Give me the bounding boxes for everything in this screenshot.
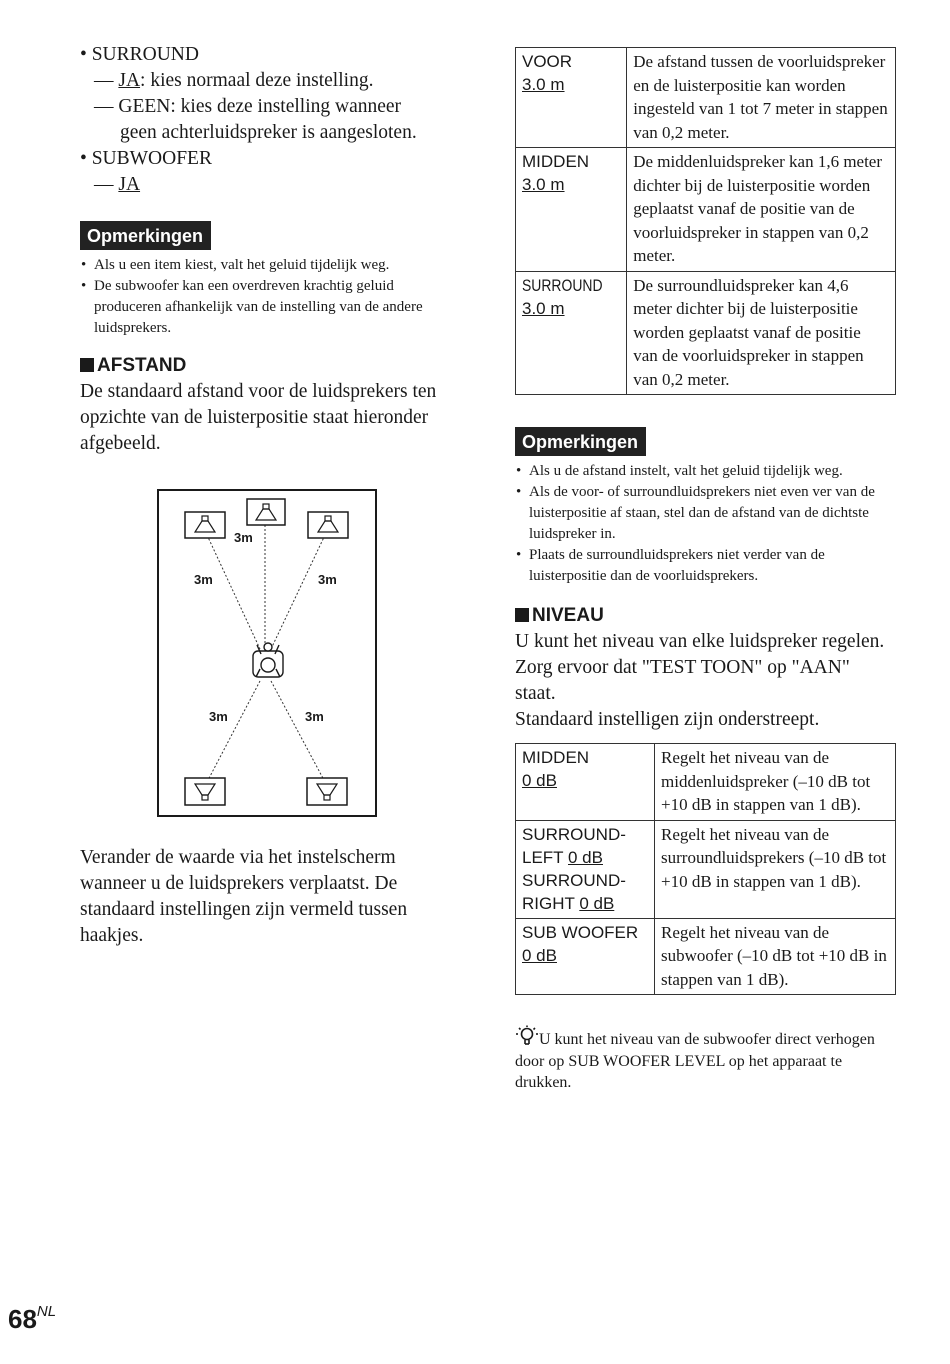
niveau-heading: NIVEAU bbox=[515, 603, 896, 629]
setting-description: De middenluidspreker kan 1,6 meter dichter bij de luisterpositie worden geplaatst vanaf de positie van de voorluidspreker in stappen van 0,2 meter. bbox=[627, 148, 896, 272]
default-value: 3.0 m bbox=[522, 175, 565, 194]
notes-section-1 bbox=[80, 221, 460, 339]
surround-option-geen-cont: geen achterluidspreker is aangesloten. bbox=[120, 122, 417, 143]
rear-right-distance-label: 3m bbox=[305, 709, 324, 724]
note-item: • Plaats de surroundluidsprekers niet verder van de luisterpositie dan de voorluidsprekers. bbox=[515, 545, 896, 587]
front-right-distance-label: 3m bbox=[318, 572, 337, 587]
default-value: 3.0 m bbox=[522, 298, 565, 318]
subwoofer-bullet: • SUBWOOFER bbox=[80, 148, 212, 169]
default-value: 0 dB bbox=[568, 847, 603, 867]
afstand-after-text: Verander de waarde via het instelscherm wanneer u de luidsprekers verplaatst. De standaard instellingen zijn vermeld tussen haakjes. bbox=[80, 847, 408, 946]
setting-name: VOOR bbox=[522, 52, 573, 71]
front-left-distance-line bbox=[207, 535, 260, 649]
page-language-suffix: NL bbox=[36, 1303, 57, 1320]
table-row bbox=[516, 820, 896, 918]
default-value: 0 dB bbox=[522, 771, 557, 790]
rear-left-distance-label: 3m bbox=[209, 709, 228, 724]
setting-name: SURROUND- bbox=[522, 870, 626, 890]
notes-section-2 bbox=[515, 427, 896, 587]
setting-description: De afstand tussen de voorluidspreker en de luisterpositie kan worden ingesteld van 1 tot 7 meter in stappen van 0,2 meter. bbox=[627, 48, 896, 148]
note-item: • Als de voor- of surroundluidsprekers niet even ver van de luisterpositie af staan, stel dan de afstand van de dichtste luidspreker in. bbox=[515, 482, 896, 545]
square-bullet-icon bbox=[80, 358, 94, 372]
setting-description: Regelt het niveau van de middenluidspreker (–10 dB tot +10 dB in stappen van 1 dB). bbox=[655, 744, 896, 821]
setting-name: SURROUND- bbox=[522, 824, 626, 844]
rear-right-distance-line bbox=[271, 681, 325, 782]
note-item: • Als u een item kiest, valt het geluid tijdelijk weg. bbox=[80, 255, 460, 276]
table-row bbox=[516, 744, 896, 821]
surround-bullet: • SURROUND bbox=[80, 44, 199, 65]
afstand-intro: De standaard afstand voor de luidsprekers ten opzichte van de luisterpositie staat hieronder afgebeeld. bbox=[80, 381, 437, 454]
default-value: 3.0 m bbox=[522, 75, 565, 94]
setting-name: MIDDEN bbox=[522, 152, 590, 171]
setting-name: RIGHT bbox=[522, 893, 575, 913]
center-distance-label: 3m bbox=[234, 530, 253, 545]
setting-name: MIDDEN bbox=[522, 748, 590, 767]
listener-position-icon bbox=[253, 643, 283, 677]
surround-option-geen: — GEEN: kies deze instelling wanneer bbox=[94, 96, 402, 117]
notes-title: Opmerkingen bbox=[515, 427, 646, 456]
note-item: • Als u de afstand instelt, valt het geluid tijdelijk weg. bbox=[515, 461, 896, 482]
table-row bbox=[516, 148, 896, 272]
distance-table bbox=[515, 47, 896, 395]
surround-option-ja: — JA: kies normaal deze instelling. bbox=[94, 70, 374, 91]
default-value: 0 dB bbox=[522, 945, 557, 965]
front-left-speaker-icon bbox=[185, 512, 225, 538]
page-number: $68^{NL}$ bbox=[8, 1303, 57, 1334]
center-speaker-icon bbox=[247, 499, 285, 525]
default-value: JA bbox=[118, 174, 141, 195]
front-left-distance-label: 3m bbox=[194, 572, 213, 587]
square-bullet-icon bbox=[515, 608, 529, 622]
setting-description: Regelt het niveau van de surroundluidsprekers (–10 dB tot +10 dB in stappen van 1 dB). bbox=[655, 820, 896, 918]
notes-title: Opmerkingen bbox=[80, 221, 211, 250]
front-right-speaker-icon bbox=[308, 512, 348, 538]
front-right-distance-line bbox=[271, 535, 325, 649]
note-item: • De subwoofer kan een overdreven krachtig geluid produceren afhankelijk van de instelling van de andere luidsprekers. bbox=[80, 276, 460, 339]
speaker-layout-diagram bbox=[157, 489, 377, 817]
setting-name: SURROUND bbox=[522, 275, 603, 295]
surround-setting bbox=[80, 42, 460, 198]
tip-box bbox=[515, 1025, 896, 1094]
right-column bbox=[515, 47, 896, 1094]
setting-description: Regelt het niveau van de subwoofer (–10 dB tot +10 dB in stappen van 1 dB). bbox=[655, 918, 896, 995]
lightbulb-tip-icon bbox=[515, 1025, 539, 1047]
setting-description: De surroundluidspreker kan 4,6 meter dichter bij de luisterpositie worden geplaatst vanaf de positie van de voorluidspreker in stappen van 0,2 meter. bbox=[627, 271, 896, 395]
level-table bbox=[515, 743, 896, 995]
rear-right-speaker-icon bbox=[307, 778, 347, 805]
afstand-heading: AFSTAND bbox=[80, 353, 460, 379]
niveau-intro: U kunt het niveau van elke luidspreker regelen. Zorg ervoor dat "TEST TOON" op "AAN" staat. bbox=[515, 631, 885, 704]
setting-name: LEFT bbox=[522, 847, 564, 867]
table-row bbox=[516, 271, 896, 395]
default-value: 0 dB bbox=[579, 893, 615, 913]
table-row bbox=[516, 918, 896, 995]
niveau-defaults-note: Standaard instelligen zijn onderstreept. bbox=[515, 709, 820, 730]
default-value: JA bbox=[118, 70, 141, 91]
rear-left-distance-line bbox=[207, 681, 260, 782]
rear-left-speaker-icon bbox=[185, 778, 225, 805]
setting-name: SUB WOOFER bbox=[522, 922, 639, 942]
subwoofer-option-ja: — JA bbox=[94, 174, 141, 195]
table-row bbox=[516, 48, 896, 148]
tip-text: U kunt het niveau van de subwoofer direct verhogen door op SUB WOOFER LEVEL op het apparaat te drukken. bbox=[515, 1031, 875, 1091]
